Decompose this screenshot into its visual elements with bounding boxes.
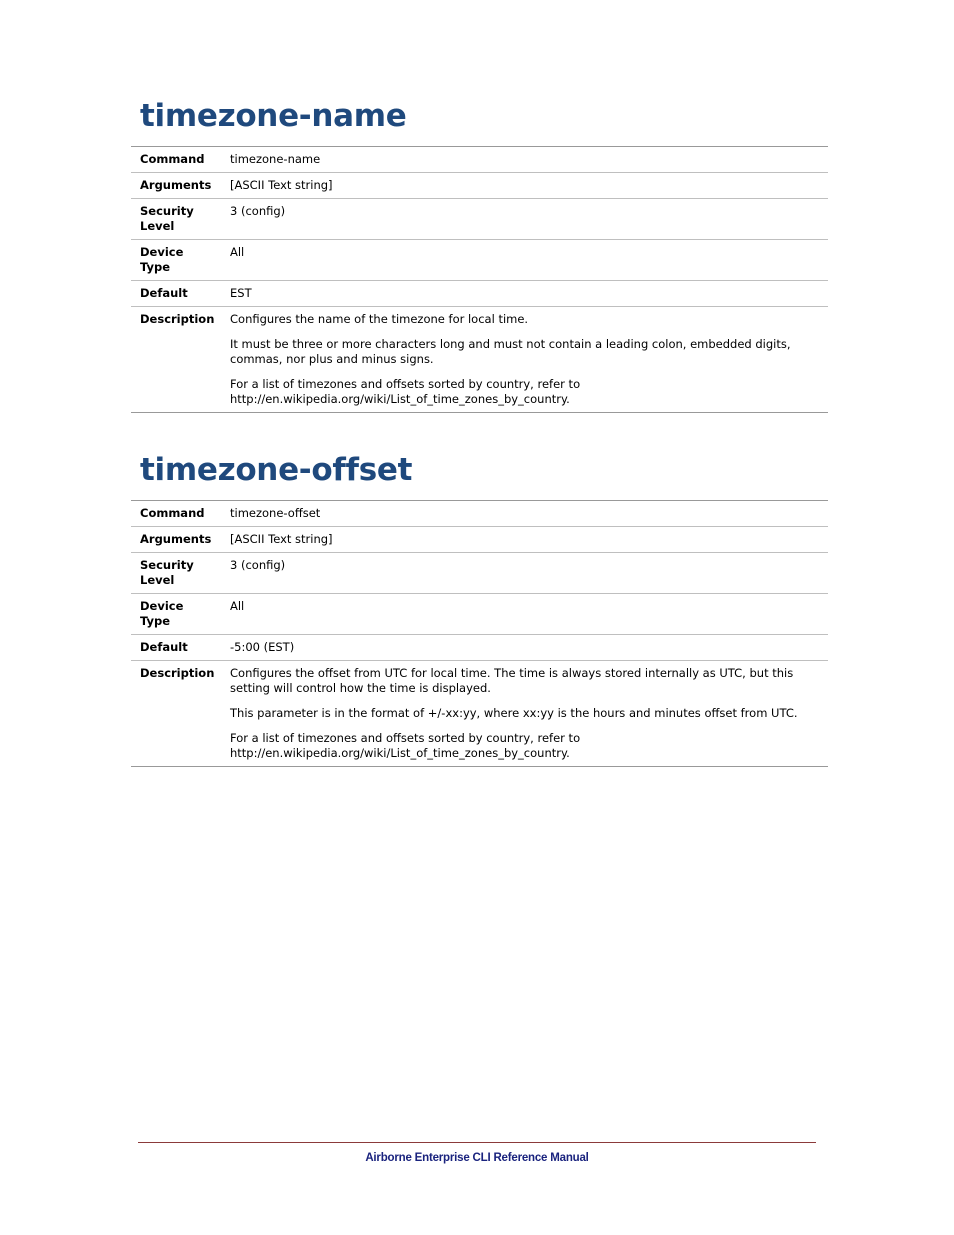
- row-value: 3 (config): [223, 199, 828, 240]
- footer-title: Airborne Enterprise CLI Reference Manual: [365, 1152, 589, 1164]
- row-label: Description: [131, 307, 223, 413]
- row-label: [131, 553, 223, 594]
- section-timezone-offset: [131, 450, 828, 767]
- row-label: Arguments: [131, 173, 223, 199]
- row-arguments: [131, 527, 828, 553]
- row-command: [131, 147, 828, 173]
- label-line: Security: [140, 558, 194, 572]
- row-value: EST: [223, 281, 828, 307]
- row-device-type: [131, 240, 828, 281]
- row-value: timezone-name: [223, 147, 828, 173]
- row-value: timezone-offset: [223, 501, 828, 527]
- footer-rule: [138, 1142, 816, 1143]
- label-line: Level: [140, 573, 175, 587]
- row-value: [ASCII Text string]: [223, 173, 828, 199]
- row-label: Device Type: [131, 240, 223, 281]
- description-paragraph: Configures the offset from UTC for local time. The time is always stored internally as UTC, but this setting will control how the time is displayed.: [230, 666, 794, 695]
- row-label: [131, 199, 223, 240]
- row-label: Arguments: [131, 527, 223, 553]
- row-command: [131, 501, 828, 527]
- row-default: [131, 281, 828, 307]
- description-paragraph: For a list of timezones and offsets sorted by country, refer to http://en.wikipedia.org/wiki/List_of_time_zones_by_country.: [230, 731, 581, 760]
- description-paragraph: This parameter is in the format of +/-xx:yy, where xx:yy is the hours and minutes offset from UTC.: [230, 706, 798, 720]
- row-value: [223, 307, 828, 413]
- description-paragraph: It must be three or more characters long and must not contain a leading colon, embedded digits, commas, nor plus and minus signs.: [230, 337, 791, 366]
- row-security-level: [131, 199, 828, 240]
- row-default: [131, 635, 828, 661]
- description-paragraph: For a list of timezones and offsets sorted by country, refer to http://en.wikipedia.org/wiki/List_of_time_zones_by_country.: [230, 377, 581, 406]
- row-label: Command: [131, 147, 223, 173]
- row-value: [ASCII Text string]: [223, 527, 828, 553]
- row-label: Description: [131, 661, 223, 767]
- section-title: timezone-offset: [140, 452, 413, 488]
- command-table: [131, 146, 828, 413]
- row-security-level: [131, 553, 828, 594]
- row-value: [223, 661, 828, 767]
- row-value: -5:00 (EST): [223, 635, 828, 661]
- description-paragraph: Configures the name of the timezone for local time.: [230, 312, 529, 326]
- row-arguments: [131, 173, 828, 199]
- row-label: Command: [131, 501, 223, 527]
- row-device-type: [131, 594, 828, 635]
- row-label: Device Type: [131, 594, 223, 635]
- label-line: Level: [140, 219, 175, 233]
- row-description: [131, 307, 828, 413]
- row-description: [131, 661, 828, 767]
- row-value: 3 (config): [223, 553, 828, 594]
- row-label: Default: [131, 635, 223, 661]
- row-value: All: [223, 240, 828, 281]
- command-table: [131, 500, 828, 767]
- section-title: timezone-name: [140, 98, 407, 134]
- section-timezone-name: [131, 96, 828, 413]
- row-label: Default: [131, 281, 223, 307]
- row-value: All: [223, 594, 828, 635]
- label-line: Security: [140, 204, 194, 218]
